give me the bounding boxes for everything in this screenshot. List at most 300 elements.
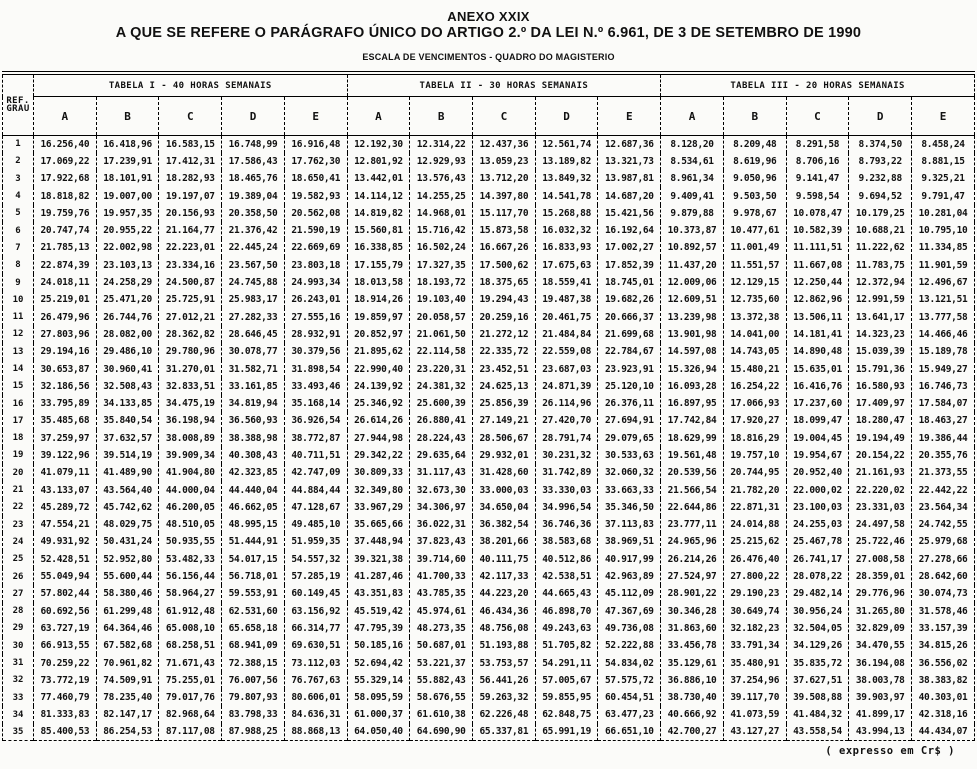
- column-header-tabela1-e: E: [284, 97, 347, 136]
- value-cell: 19.682,26: [598, 291, 661, 308]
- value-cell: 20.955,22: [96, 222, 159, 239]
- grau-cell: 30: [3, 637, 34, 654]
- value-cell: 18.099,47: [786, 412, 849, 429]
- value-cell: 64.050,40: [347, 724, 410, 741]
- value-cell: 63.156,92: [284, 603, 347, 620]
- table-row: [3, 430, 975, 447]
- value-cell: 23.567,50: [222, 257, 285, 274]
- grau-cell: 19: [3, 447, 34, 464]
- value-cell: 50.185,16: [347, 637, 410, 654]
- table-row: [3, 343, 975, 360]
- value-cell: 62.848,75: [535, 706, 598, 723]
- value-cell: 29.780,96: [159, 343, 222, 360]
- value-cell: 31.428,60: [473, 464, 536, 481]
- value-cell: 56.718,01: [222, 568, 285, 585]
- grau-cell: 13: [3, 343, 34, 360]
- grau-cell: 21: [3, 481, 34, 498]
- value-cell: 21.376,42: [222, 222, 285, 239]
- value-cell: 14.597,08: [661, 343, 724, 360]
- grau-cell: 14: [3, 360, 34, 377]
- value-cell: 58.964,27: [159, 585, 222, 602]
- value-cell: 16.748,99: [222, 136, 285, 153]
- value-cell: 23.777,11: [661, 516, 724, 533]
- value-cell: 63.727,19: [34, 620, 97, 637]
- value-cell: 13.321,73: [598, 153, 661, 170]
- value-cell: 13.777,58: [912, 308, 975, 325]
- value-cell: 9.598,54: [786, 187, 849, 204]
- value-cell: 61.912,48: [159, 603, 222, 620]
- table-row: [3, 308, 975, 325]
- value-cell: 25.219,01: [34, 291, 97, 308]
- value-cell: 22.784,67: [598, 343, 661, 360]
- value-cell: 16.254,22: [723, 378, 786, 395]
- grau-cell: 6: [3, 222, 34, 239]
- value-cell: 28.901,22: [661, 585, 724, 602]
- value-cell: 16.416,76: [786, 378, 849, 395]
- value-cell: 19.759,76: [34, 205, 97, 222]
- grau-cell: 27: [3, 585, 34, 602]
- grau-cell: 34: [3, 706, 34, 723]
- value-cell: 14.114,12: [347, 187, 410, 204]
- value-cell: 73.772,19: [34, 672, 97, 689]
- grau-cell: 10: [3, 291, 34, 308]
- value-cell: 11.783,75: [849, 257, 912, 274]
- value-cell: 17.412,31: [159, 153, 222, 170]
- value-cell: 22.874,39: [34, 257, 97, 274]
- value-cell: 37.113,83: [598, 516, 661, 533]
- value-cell: 82.968,64: [159, 706, 222, 723]
- value-cell: 25.983,17: [222, 291, 285, 308]
- value-cell: 12.862,96: [786, 291, 849, 308]
- group-header-row: [3, 73, 975, 97]
- value-cell: 24.014,88: [723, 516, 786, 533]
- value-cell: 48.995,15: [222, 516, 285, 533]
- value-cell: 11.001,49: [723, 239, 786, 256]
- value-cell: 19.561,48: [661, 447, 724, 464]
- value-cell: 37.823,43: [410, 533, 473, 550]
- value-cell: 15.421,56: [598, 205, 661, 222]
- value-cell: 37.259,97: [34, 430, 97, 447]
- page-subheading: ESCALA DE VENCIMENTOS - QUADRO DO MAGISTERIO: [362, 52, 615, 62]
- value-cell: 28.362,82: [159, 326, 222, 343]
- value-cell: 11.437,20: [661, 257, 724, 274]
- value-cell: 9.409,41: [661, 187, 724, 204]
- value-cell: 55.882,43: [410, 672, 473, 689]
- value-cell: 70.259,22: [34, 654, 97, 671]
- grau-cell: 9: [3, 274, 34, 291]
- grau-cell: 35: [3, 724, 34, 741]
- value-cell: 16.192,64: [598, 222, 661, 239]
- value-cell: 36.560,93: [222, 412, 285, 429]
- value-cell: 22.335,72: [473, 343, 536, 360]
- grau-cell: 28: [3, 603, 34, 620]
- value-cell: 69.630,51: [284, 637, 347, 654]
- value-cell: 21.061,50: [410, 326, 473, 343]
- value-cell: 54.557,32: [284, 551, 347, 568]
- value-cell: 21.895,62: [347, 343, 410, 360]
- value-cell: 17.066,93: [723, 395, 786, 412]
- value-cell: 32.504,05: [786, 620, 849, 637]
- value-cell: 20.358,50: [222, 205, 285, 222]
- value-cell: 43.127,27: [723, 724, 786, 741]
- value-cell: 71.671,43: [159, 654, 222, 671]
- table-row: [3, 222, 975, 239]
- table-row: [3, 291, 975, 308]
- value-cell: 18.463,27: [912, 412, 975, 429]
- value-cell: 10.281,04: [912, 205, 975, 222]
- grau-cell: 16: [3, 395, 34, 412]
- value-cell: 19.954,67: [786, 447, 849, 464]
- value-cell: 18.101,91: [96, 170, 159, 187]
- table-row: [3, 724, 975, 741]
- value-cell: 36.556,02: [912, 654, 975, 671]
- value-cell: 84.636,31: [284, 706, 347, 723]
- table-body: [3, 136, 975, 741]
- value-cell: 8.374,50: [849, 136, 912, 153]
- value-cell: 33.795,89: [34, 395, 97, 412]
- value-cell: 40.917,99: [598, 551, 661, 568]
- grau-cell: 11: [3, 308, 34, 325]
- value-cell: 39.903,97: [849, 689, 912, 706]
- value-cell: 46.434,36: [473, 603, 536, 620]
- value-cell: 45.289,72: [34, 499, 97, 516]
- value-cell: 30.533,63: [598, 447, 661, 464]
- value-cell: 48.510,05: [159, 516, 222, 533]
- value-cell: 20.461,75: [535, 308, 598, 325]
- column-header-tabela3-d: D: [849, 97, 912, 136]
- value-cell: 14.743,05: [723, 343, 786, 360]
- table-row: [3, 672, 975, 689]
- value-cell: 64.690,90: [410, 724, 473, 741]
- value-cell: 55.329,14: [347, 672, 410, 689]
- value-cell: 35.129,61: [661, 654, 724, 671]
- value-cell: 40.666,92: [661, 706, 724, 723]
- value-cell: 11.111,51: [786, 239, 849, 256]
- value-cell: 31.117,43: [410, 464, 473, 481]
- value-cell: 48.273,35: [410, 620, 473, 637]
- value-cell: 33.330,03: [535, 481, 598, 498]
- value-cell: 40.308,43: [222, 447, 285, 464]
- value-cell: 34.815,26: [912, 637, 975, 654]
- value-cell: 50.431,24: [96, 533, 159, 550]
- value-cell: 68.258,51: [159, 637, 222, 654]
- grau-cell: 22: [3, 499, 34, 516]
- value-cell: 12.250,44: [786, 274, 849, 291]
- table-row: [3, 326, 975, 343]
- value-cell: 20.562,08: [284, 205, 347, 222]
- value-cell: 38.003,78: [849, 672, 912, 689]
- value-cell: 88.868,13: [284, 724, 347, 741]
- value-cell: 42.323,85: [222, 464, 285, 481]
- grau-cell: 12: [3, 326, 34, 343]
- value-cell: 29.079,65: [598, 430, 661, 447]
- table-row: [3, 689, 975, 706]
- value-cell: 17.155,79: [347, 257, 410, 274]
- value-cell: 58.380,46: [96, 585, 159, 602]
- value-cell: 48.029,75: [96, 516, 159, 533]
- title-block: [0, 0, 977, 62]
- grau-cell: 3: [3, 170, 34, 187]
- value-cell: 44.000,04: [159, 481, 222, 498]
- value-cell: 59.263,32: [473, 689, 536, 706]
- value-cell: 12.991,59: [849, 291, 912, 308]
- table-row: [3, 153, 975, 170]
- value-cell: 83.798,33: [222, 706, 285, 723]
- ref-header-line2: GRAU: [6, 104, 30, 114]
- value-cell: 33.157,39: [912, 620, 975, 637]
- value-cell: 18.816,29: [723, 430, 786, 447]
- column-header-tabela3-b: B: [723, 97, 786, 136]
- value-cell: 25.725,91: [159, 291, 222, 308]
- value-cell: 66.314,77: [284, 620, 347, 637]
- value-cell: 74.509,91: [96, 672, 159, 689]
- value-cell: 31.582,71: [222, 360, 285, 377]
- ref-grau-header: [3, 73, 34, 136]
- value-cell: 18.465,76: [222, 170, 285, 187]
- value-cell: 78.235,40: [96, 689, 159, 706]
- value-cell: 10.373,87: [661, 222, 724, 239]
- table-row: [3, 360, 975, 377]
- value-cell: 87.988,25: [222, 724, 285, 741]
- value-cell: 31.578,46: [912, 603, 975, 620]
- value-cell: 9.141,47: [786, 170, 849, 187]
- value-cell: 9.050,96: [723, 170, 786, 187]
- value-cell: 56.441,26: [473, 672, 536, 689]
- value-cell: 55.049,94: [34, 568, 97, 585]
- value-cell: 41.899,17: [849, 706, 912, 723]
- value-cell: 28.642,60: [912, 568, 975, 585]
- page-title: ANEXO XXIX: [447, 9, 530, 24]
- value-cell: 44.884,44: [284, 481, 347, 498]
- value-cell: 14.041,00: [723, 326, 786, 343]
- value-cell: 53.482,33: [159, 551, 222, 568]
- table-row: [3, 412, 975, 429]
- value-cell: 18.629,99: [661, 430, 724, 447]
- value-cell: 43.785,35: [410, 585, 473, 602]
- value-cell: 15.716,42: [410, 222, 473, 239]
- value-cell: 12.314,22: [410, 136, 473, 153]
- value-cell: 34.129,26: [786, 637, 849, 654]
- value-cell: 49.243,63: [535, 620, 598, 637]
- value-cell: 18.013,58: [347, 274, 410, 291]
- value-cell: 25.722,46: [849, 533, 912, 550]
- value-cell: 8.534,61: [661, 153, 724, 170]
- value-cell: 30.379,56: [284, 343, 347, 360]
- value-cell: 32.182,23: [723, 620, 786, 637]
- value-cell: 10.795,10: [912, 222, 975, 239]
- value-cell: 21.161,93: [849, 464, 912, 481]
- value-cell: 36.382,54: [473, 516, 536, 533]
- value-cell: 44.434,07: [912, 724, 975, 741]
- value-cell: 29.482,14: [786, 585, 849, 602]
- value-cell: 27.012,21: [159, 308, 222, 325]
- value-cell: 13.442,01: [347, 170, 410, 187]
- value-cell: 24.139,92: [347, 378, 410, 395]
- value-cell: 41.700,33: [410, 568, 473, 585]
- value-cell: 14.397,80: [473, 187, 536, 204]
- table-row: [3, 533, 975, 550]
- value-cell: 46.200,05: [159, 499, 222, 516]
- value-cell: 16.338,85: [347, 239, 410, 256]
- value-cell: 28.078,22: [786, 568, 849, 585]
- value-cell: 28.082,00: [96, 326, 159, 343]
- value-cell: 75.255,01: [159, 672, 222, 689]
- value-cell: 23.687,03: [535, 360, 598, 377]
- value-cell: 13.901,98: [661, 326, 724, 343]
- value-cell: 45.112,09: [598, 585, 661, 602]
- value-cell: 31.265,80: [849, 603, 912, 620]
- value-cell: 27.803,96: [34, 326, 97, 343]
- value-cell: 22.000,02: [786, 481, 849, 498]
- ref-header-line1: REF.: [6, 95, 30, 106]
- value-cell: 31.270,01: [159, 360, 222, 377]
- value-cell: 45.742,62: [96, 499, 159, 516]
- value-cell: 42.538,51: [535, 568, 598, 585]
- value-cell: 19.386,44: [912, 430, 975, 447]
- value-cell: 37.448,94: [347, 533, 410, 550]
- value-cell: 44.223,20: [473, 585, 536, 602]
- value-cell: 33.493,46: [284, 378, 347, 395]
- value-cell: 17.852,39: [598, 257, 661, 274]
- value-cell: 29.486,10: [96, 343, 159, 360]
- value-cell: 9.232,88: [849, 170, 912, 187]
- table-row: [3, 620, 975, 637]
- value-cell: 16.502,24: [410, 239, 473, 256]
- table-row: [3, 274, 975, 291]
- value-cell: 9.503,50: [723, 187, 786, 204]
- value-cell: 56.156,44: [159, 568, 222, 585]
- value-cell: 10.179,25: [849, 205, 912, 222]
- value-cell: 28.791,74: [535, 430, 598, 447]
- value-cell: 38.201,66: [473, 533, 536, 550]
- value-cell: 47.367,69: [598, 603, 661, 620]
- value-cell: 13.059,23: [473, 153, 536, 170]
- value-cell: 19.294,43: [473, 291, 536, 308]
- value-cell: 24.255,03: [786, 516, 849, 533]
- value-cell: 20.852,97: [347, 326, 410, 343]
- value-cell: 62.531,60: [222, 603, 285, 620]
- value-cell: 21.782,20: [723, 481, 786, 498]
- value-cell: 15.189,78: [912, 343, 975, 360]
- value-cell: 67.582,68: [96, 637, 159, 654]
- value-cell: 8.793,22: [849, 153, 912, 170]
- value-cell: 16.746,73: [912, 378, 975, 395]
- value-cell: 26.376,11: [598, 395, 661, 412]
- value-cell: 29.635,64: [410, 447, 473, 464]
- value-cell: 42.963,89: [598, 568, 661, 585]
- value-cell: 17.239,91: [96, 153, 159, 170]
- value-cell: 55.600,44: [96, 568, 159, 585]
- value-cell: 62.226,48: [473, 706, 536, 723]
- value-cell: 12.561,74: [535, 136, 598, 153]
- value-cell: 20.539,56: [661, 464, 724, 481]
- value-cell: 24.871,39: [535, 378, 598, 395]
- value-cell: 22.990,40: [347, 360, 410, 377]
- value-cell: 23.103,13: [96, 257, 159, 274]
- value-cell: 50.935,55: [159, 533, 222, 550]
- value-cell: 34.475,19: [159, 395, 222, 412]
- value-cell: 27.694,91: [598, 412, 661, 429]
- value-cell: 25.856,39: [473, 395, 536, 412]
- value-cell: 18.375,65: [473, 274, 536, 291]
- value-cell: 16.897,95: [661, 395, 724, 412]
- value-cell: 12.372,94: [849, 274, 912, 291]
- value-cell: 18.914,26: [347, 291, 410, 308]
- value-cell: 24.745,88: [222, 274, 285, 291]
- column-header-tabela1-a: A: [34, 97, 97, 136]
- value-cell: 18.650,41: [284, 170, 347, 187]
- value-cell: 46.898,70: [535, 603, 598, 620]
- value-cell: 52.222,88: [598, 637, 661, 654]
- value-cell: 14.181,41: [786, 326, 849, 343]
- value-cell: 31.742,89: [535, 464, 598, 481]
- value-cell: 19.757,10: [723, 447, 786, 464]
- grau-cell: 20: [3, 464, 34, 481]
- value-cell: 38.772,87: [284, 430, 347, 447]
- value-cell: 22.669,69: [284, 239, 347, 256]
- value-cell: 20.355,76: [912, 447, 975, 464]
- value-cell: 12.735,60: [723, 291, 786, 308]
- value-cell: 39.117,70: [723, 689, 786, 706]
- value-cell: 17.584,07: [912, 395, 975, 412]
- salary-table-wrapper: [2, 71, 975, 741]
- value-cell: 52.694,42: [347, 654, 410, 671]
- value-cell: 24.500,87: [159, 274, 222, 291]
- value-cell: 43.994,13: [849, 724, 912, 741]
- value-cell: 76.007,56: [222, 672, 285, 689]
- value-cell: 51.193,88: [473, 637, 536, 654]
- value-cell: 35.168,14: [284, 395, 347, 412]
- value-cell: 39.714,60: [410, 551, 473, 568]
- value-cell: 28.224,43: [410, 430, 473, 447]
- value-cell: 21.484,84: [535, 326, 598, 343]
- value-cell: 12.609,51: [661, 291, 724, 308]
- group-header-tabela-2: TABELA II - 30 HORAS SEMANAIS: [347, 73, 661, 97]
- value-cell: 50.687,01: [410, 637, 473, 654]
- value-cell: 37.627,51: [786, 672, 849, 689]
- value-cell: 65.658,18: [222, 620, 285, 637]
- value-cell: 77.460,79: [34, 689, 97, 706]
- value-cell: 16.256,40: [34, 136, 97, 153]
- grau-cell: 29: [3, 620, 34, 637]
- value-cell: 58.676,55: [410, 689, 473, 706]
- value-cell: 21.785,13: [34, 239, 97, 256]
- value-cell: 11.551,57: [723, 257, 786, 274]
- table-row: [3, 447, 975, 464]
- value-cell: 36.198,94: [159, 412, 222, 429]
- value-cell: 49.931,92: [34, 533, 97, 550]
- value-cell: 15.791,36: [849, 360, 912, 377]
- value-cell: 16.916,48: [284, 136, 347, 153]
- value-cell: 39.321,38: [347, 551, 410, 568]
- value-cell: 28.359,01: [849, 568, 912, 585]
- value-cell: 52.952,80: [96, 551, 159, 568]
- grau-cell: 31: [3, 654, 34, 671]
- value-cell: 13.239,98: [661, 308, 724, 325]
- value-cell: 30.078,77: [222, 343, 285, 360]
- value-cell: 49.736,08: [598, 620, 661, 637]
- column-header-tabela3-c: C: [786, 97, 849, 136]
- value-cell: 9.791,47: [912, 187, 975, 204]
- value-cell: 29.776,96: [849, 585, 912, 602]
- value-cell: 34.306,97: [410, 499, 473, 516]
- value-cell: 47.554,21: [34, 516, 97, 533]
- value-cell: 34.996,54: [535, 499, 598, 516]
- value-cell: 41.287,46: [347, 568, 410, 585]
- value-cell: 43.133,07: [34, 481, 97, 498]
- value-cell: 68.941,09: [222, 637, 285, 654]
- value-cell: 33.456,78: [661, 637, 724, 654]
